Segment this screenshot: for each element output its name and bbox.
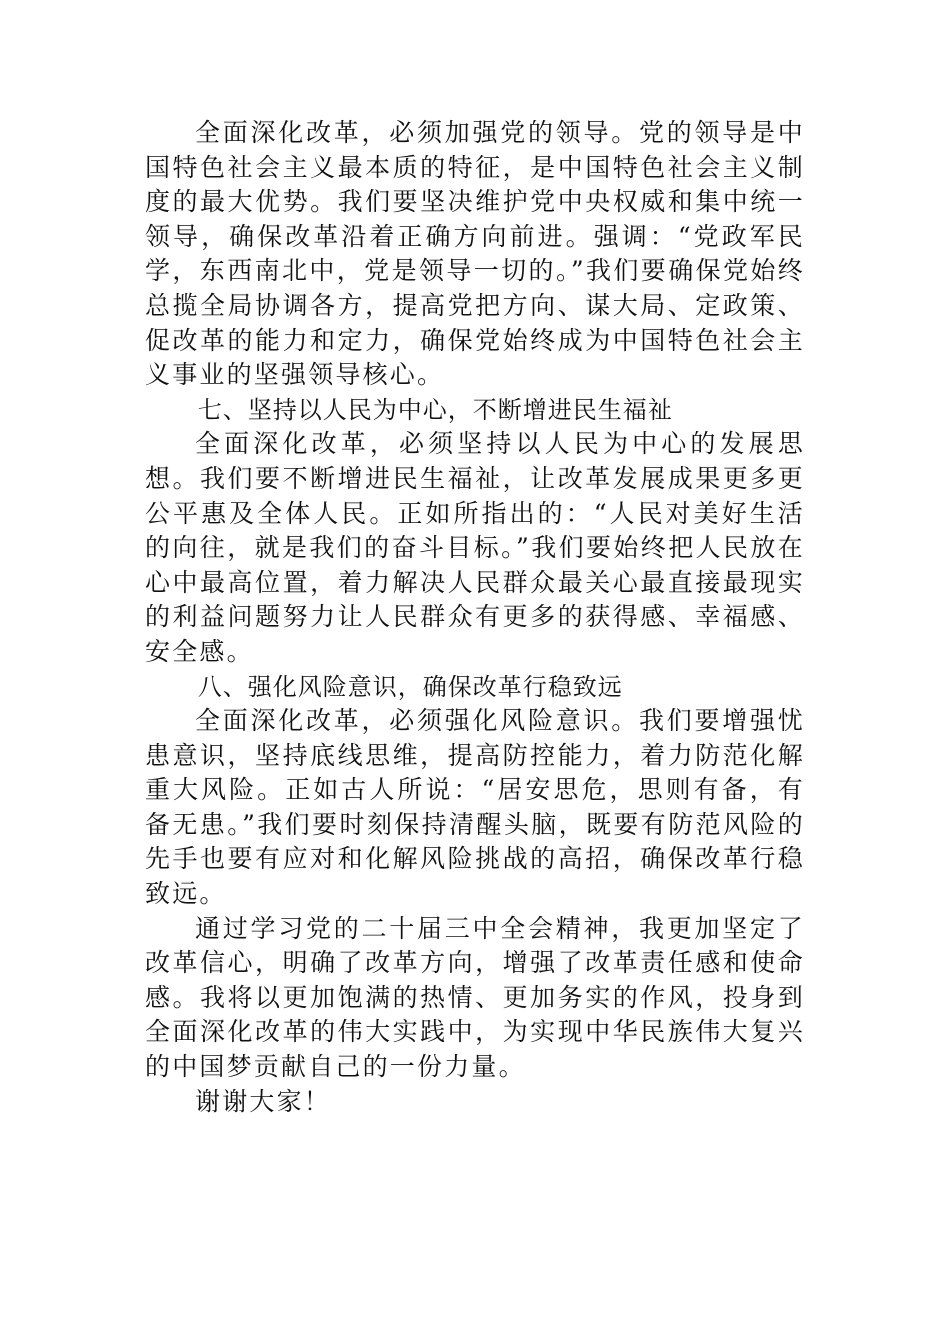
paragraph-people-centered: 全面深化改革，必须坚持以人民为中心的发展思想。我们要不断增进民生福祉，让改革发展成果更多更公平惠及全体人民。正如所指出的：“人民对美好生活的向往，就是我们的奋斗目标。”我们要始终把人民放在心中最高位置，着力解决人民群众最关心最直接最现实的利益问题努力让人民群众有更多的获得感、幸福感、安全感。 [145, 429, 805, 666]
section-heading-risk-awareness: 八、强化风险意识，确保改革行稳致远 [197, 672, 623, 701]
document-body [145, 116, 805, 1119]
paragraph-thanks: 谢谢大家！ [195, 1086, 332, 1116]
paragraph-risk-awareness: 全面深化改革，必须强化风险意识。我们要增强忧患意识，坚持底线思维，提高防控能力，着力防范化解重大风险。正如古人所说：“居安思危，思则有备，有备无患。”我们要时刻保持清醒头脑，既要有防范风险的先手也要有应对和化解风险挑战的高招，确保改革行稳致远。 [145, 706, 805, 909]
paragraph-party-leadership: 全面深化改革，必须加强党的领导。党的领导是中国特色社会主义最本质的特征，是中国特色社会主义制度的最大优势。我们要坚决维护党中央权威和集中统一领导，确保改革沿着正确方向前进。强调：“党政军民学，东西南北中，党是领导一切的。”我们要确保党始终总揽全局协调各方，提高党把方向、谋大局、定政策、促改革的能力和定力，确保党始终成为中国特色社会主义事业的坚强领导核心。 [145, 118, 805, 390]
section-heading-people-centered: 七、坚持以人民为中心，不断增进民生福祉 [197, 395, 673, 424]
paragraph-conclusion: 通过学习党的二十届三中全会精神，我更加坚定了改革信心，明确了改革方向，增强了改革责任感和使命感。我将以更加饱满的热情、更加务实的作风，投身到全面深化改革的伟大实践中，为实现中华民族伟大复兴的中国梦贡献自己的一份力量。 [145, 913, 805, 1082]
